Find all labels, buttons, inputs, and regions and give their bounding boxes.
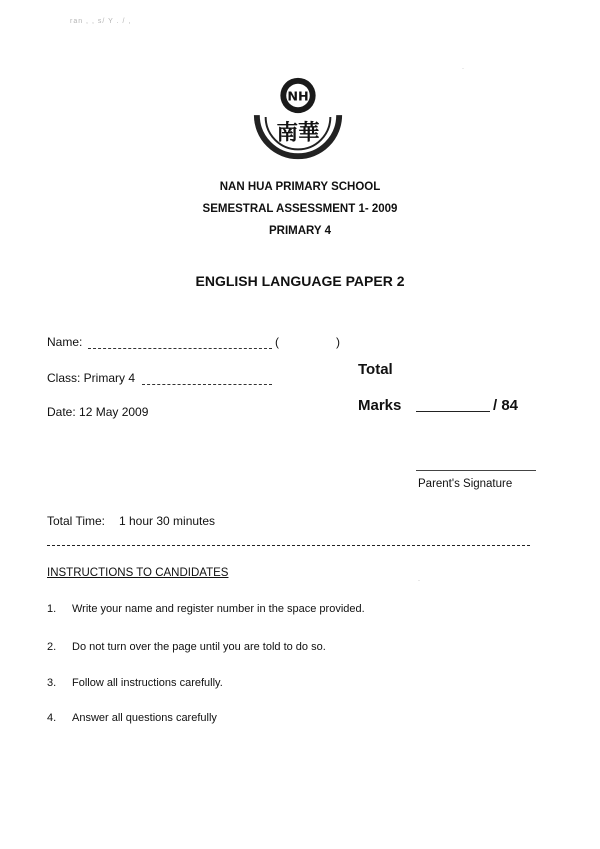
register-close-paren: ) (336, 335, 340, 349)
school-crest-icon (249, 70, 347, 168)
marks-label: Marks (358, 397, 402, 414)
scan-speck: · (418, 578, 420, 584)
signature-label: Parent's Signature (418, 478, 513, 490)
instruction-text: Follow all instructions carefully. (72, 677, 223, 689)
assessment-title: SEMESTRAL ASSESSMENT 1- 2009 (202, 203, 398, 215)
name-field[interactable] (88, 348, 272, 349)
school-name: NAN HUA PRIMARY SCHOOL (219, 181, 381, 193)
class-field[interactable] (142, 384, 272, 385)
instruction-number: 2. (47, 641, 57, 653)
instruction-number: 3. (47, 677, 57, 689)
register-open-paren: ( (275, 335, 279, 349)
instruction-text: Write your name and register number in the space provided. (72, 603, 365, 615)
total-time-value: 1 hour 30 minutes (119, 514, 216, 528)
instruction-number: 1. (47, 603, 57, 615)
instruction-text: Answer all questions carefully (72, 712, 217, 724)
scan-speck: · (462, 66, 464, 72)
date-label: Date: 12 May 2009 (47, 405, 149, 419)
paper-title: ENGLISH LANGUAGE PAPER 2 (195, 273, 405, 289)
level-title: PRIMARY 4 (269, 225, 331, 237)
name-label: Name: (47, 335, 83, 349)
instruction-text: Do not turn over the page until you are told to do so. (72, 641, 326, 653)
signature-line[interactable] (416, 470, 536, 471)
instruction-number: 4. (47, 712, 57, 724)
total-label: Total (358, 361, 393, 378)
crest-letters: NH (287, 89, 309, 105)
class-label: Class: Primary 4 (47, 371, 136, 385)
total-time-label: Total Time: (47, 514, 106, 528)
marks-field[interactable] (416, 411, 490, 412)
crest-chinese-text: 南華 (276, 120, 320, 146)
marks-max: / 84 (493, 397, 519, 414)
divider-line (47, 545, 530, 546)
instructions-heading: INSTRUCTIONS TO CANDIDATES (47, 567, 229, 579)
scan-stamp-text: ran , , s/ Y . / , (70, 18, 132, 25)
